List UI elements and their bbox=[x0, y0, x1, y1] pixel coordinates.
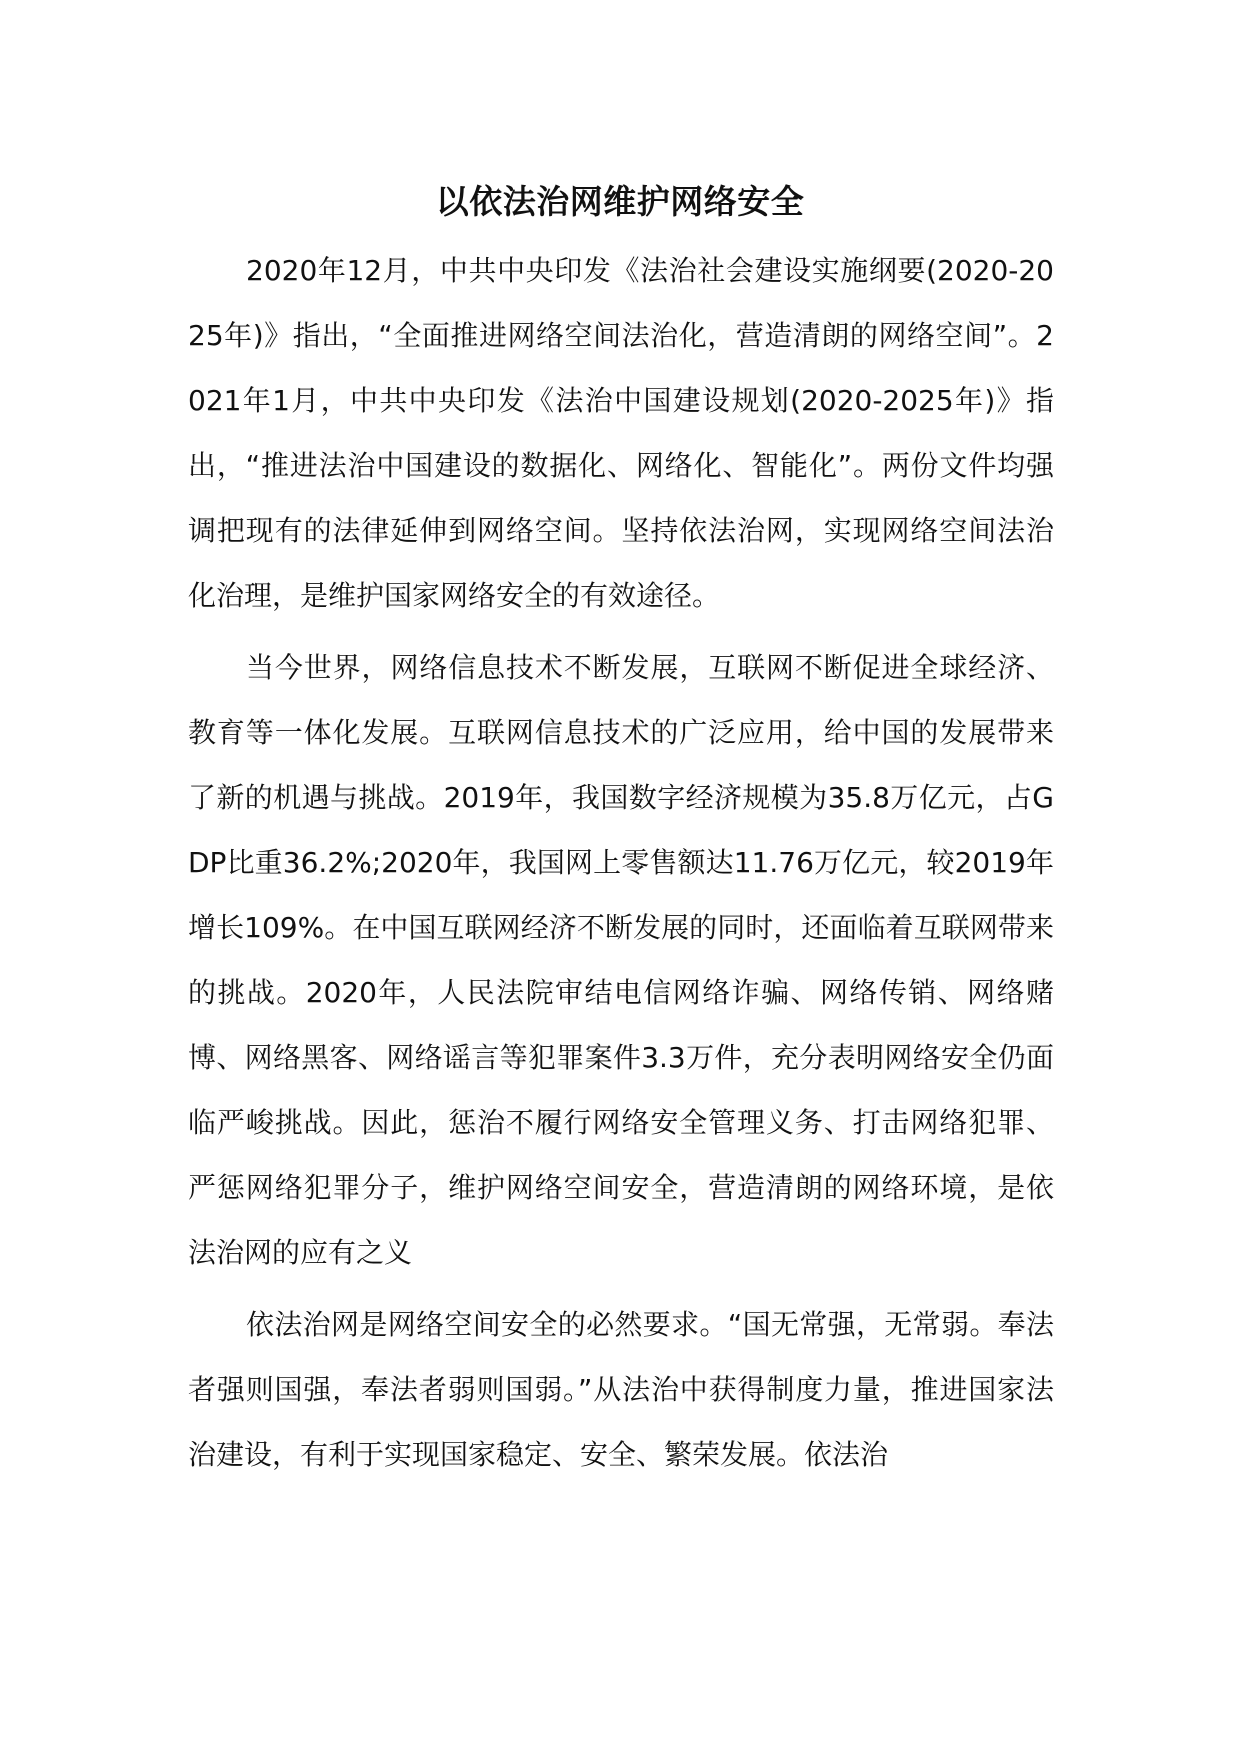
paragraph-1: 2020年12月，中共中央印发《法治社会建设实施纲要(2020-2025年)》指出，“全面推进网络空间法治化，营造清朗的网络空间”。2021年1月，中共中央印发《法治中国建设规划(2020-2025年)》指出，“推进法治中国建设的数据化、网络化、智能化”。两份文件均强调把现有的法律延伸到网络空间。坚持依法治网，实现网络空间法治化治理，是维护国家网络安全的有效途径。 bbox=[188, 254, 1054, 612]
document-title: 以依法治网维护网络安全 bbox=[435, 182, 805, 221]
document-body bbox=[188, 238, 1054, 1494]
paragraph-3: 依法治网是网络空间安全的必然要求。“国无常强，无常弱。奉法者强则国强，奉法者弱则国弱。”从法治中获得制度力量，推进国家法治建设，有利于实现国家稳定、安全、繁荣发展。依法治 bbox=[188, 1308, 1054, 1471]
paragraph-2: 当今世界，网络信息技术不断发展，互联网不断促进全球经济、教育等一体化发展。互联网信息技术的广泛应用，给中国的发展带来了新的机遇与挑战。2019年，我国数字经济规模为35.8万亿元，占GDP比重36.2%;2020年，我国网上零售额达11.76万亿元，较2019年增长109%。在中国互联网经济不断发展的同时，还面临着互联网带来的挑战。2020年，人民法院审结电信网络诈骗、网络传销、网络赌博、网络黑客、网络谣言等犯罪案件3.3万件，充分表明网络安全仍面临严峻挑战。因此，惩治不履行网络安全管理义务、打击网络犯罪、严惩网络犯罪分子，维护网络空间安全，营造清朗的网络环境，是依法治网的应有之义 bbox=[188, 651, 1054, 1269]
